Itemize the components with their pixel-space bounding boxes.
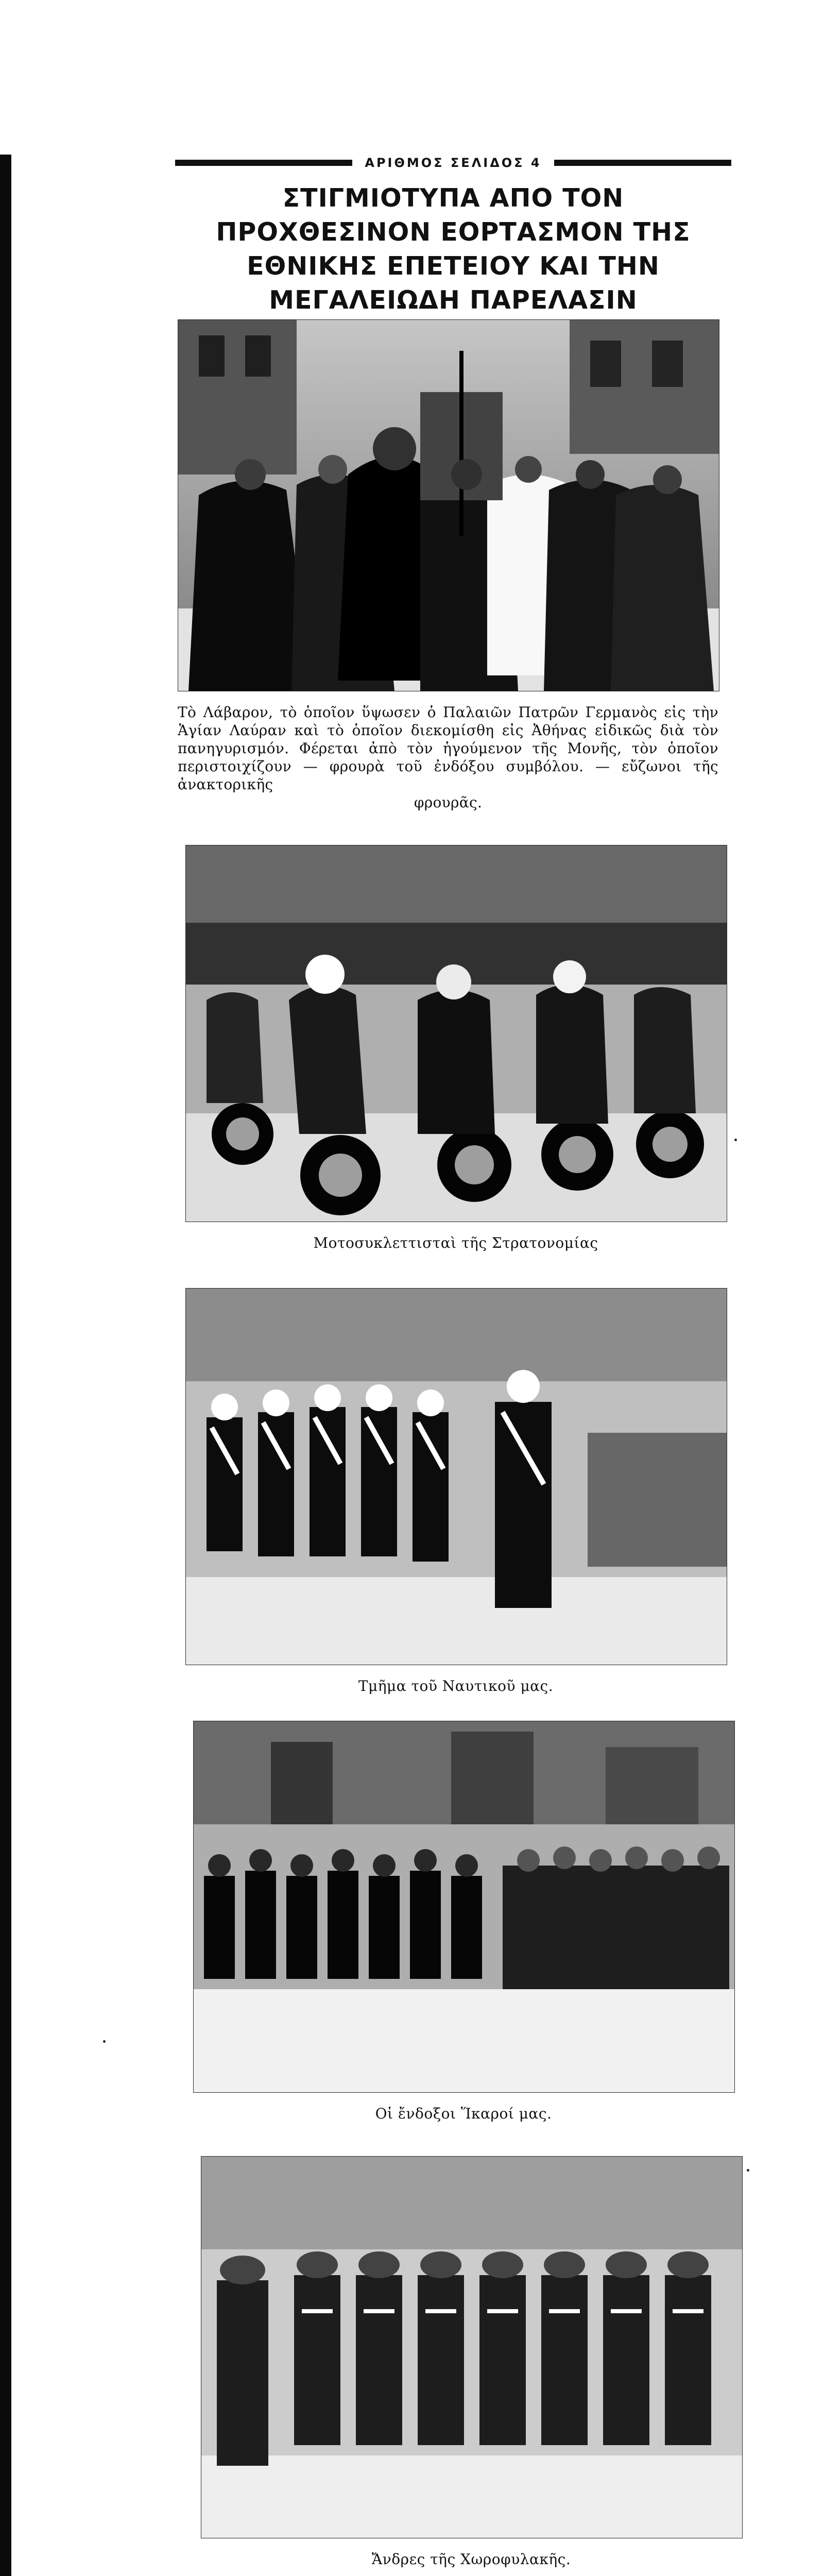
photo-air-force (193, 1721, 735, 2093)
rule-left (175, 160, 352, 166)
photo-navy-detachment (185, 1288, 727, 1665)
caption-gendarmerie: Ἄνδρες τῆς Χωροφυλακῆς. (371, 2551, 571, 2568)
photo-motorcyclists (185, 845, 727, 1222)
page-number-label: ΑΡΙΘΜΟΣ ΣΕΛΙΔΟΣ 4 (365, 156, 542, 170)
caption-motorcyclists: Μοτοσυκλεττισταὶ τῆς Στρατονομίας (313, 1234, 598, 1251)
caption-end: φρουρᾶς. (414, 794, 483, 811)
rule-right (554, 160, 731, 166)
page-number-line (175, 152, 731, 173)
caption-air-force: Οἱ ἔνδοξοι Ἵκαροί μας. (375, 2105, 552, 2122)
photo-banner-procession (178, 319, 719, 691)
caption-text: Τὸ Λάβαρον, τὸ ὁποῖον ὕψωσεν ὁ Παλαιῶν Πατρῶν Γερμανὸς εἰς τὴν Ἁγίαν Λαύραν καὶ τὸ ὁποῖον διεκομίσθη εἰς Ἀθήνας εἰδικῶς διὰ τὸν πανηγυρισμόν. Φέρεται ἀπὸ τὸν ἡγούμενον τῆς Μονῆς, τὸν ὁποῖον περιστοιχίζουν — φρουρὰ τοῦ ἐνδόξου συμβόλου. — εὔζωνοι τῆς ἀνακτορικῆς (178, 704, 718, 793)
page-edge-bar (0, 155, 11, 2576)
photo-gendarmerie (201, 2156, 743, 2538)
page-headline: ΣΤΙΓΜΙΟΤΥΠΑ ΑΠΟ ΤΟΝ ΠΡΟΧΘΕΣΙΝΟΝ ΕΟΡΤΑΣΜΟΝ ΤΗΣ ΕΘΝΙΚΗΣ ΕΠΕΤΕΙΟΥ ΚΑΙ ΤΗΝ ΜΕΓΑΛΕΙΩΔΗ ΠΑΡΕΛΑΣΙΝ (216, 183, 691, 315)
caption-banner-procession (178, 703, 718, 811)
caption-navy-detachment: Τμῆμα τοῦ Ναυτικοῦ μας. (358, 1677, 554, 1694)
